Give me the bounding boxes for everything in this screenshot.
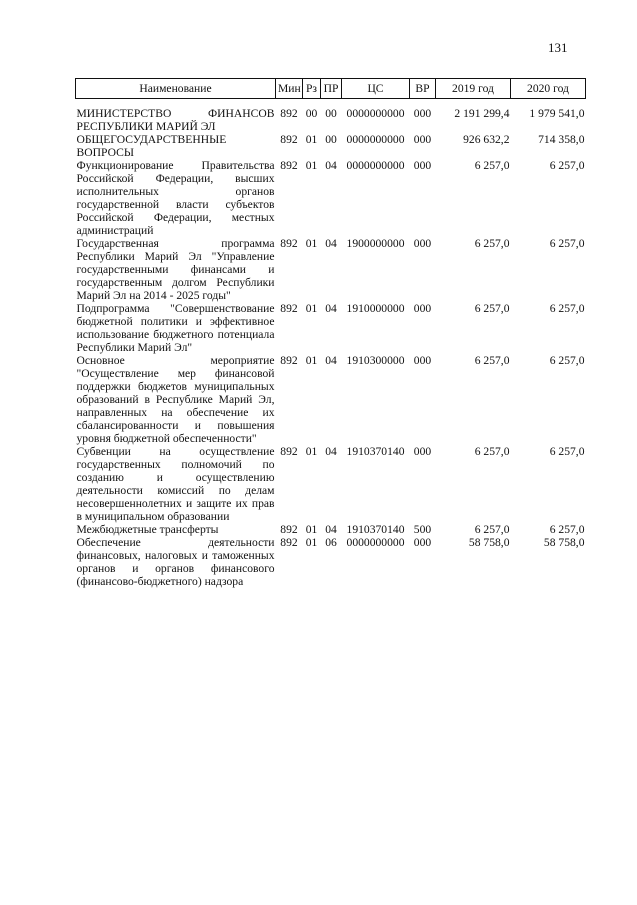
table-row	[76, 302, 586, 354]
row-rz: 01	[305, 523, 318, 536]
row-2020: 6 257,0	[549, 354, 585, 367]
row-pr: 04	[325, 445, 337, 458]
header-min: Мин	[276, 79, 303, 99]
row-min: 892	[280, 302, 298, 315]
row-min: 892	[280, 445, 298, 458]
row-2019: 6 257,0	[474, 302, 510, 315]
row-name: Межбюджетные трансферты	[76, 523, 219, 536]
row-pr: 04	[325, 159, 337, 172]
row-vr: 000	[413, 445, 432, 458]
row-cs: 0000000000	[346, 536, 405, 549]
row-min: 892	[280, 133, 298, 146]
row-2020: 1 979 541,0	[529, 107, 585, 120]
table-row	[76, 133, 586, 159]
row-cs: 0000000000	[346, 159, 405, 172]
row-name: Основное мероприятие "Осуществление мер финансовой поддержки бюджетов муниципальных образований в Республике Марий Эл, направленных на обеспечение их сбалансированности и повышения уровня бюджетной обеспеченности"	[76, 354, 275, 445]
budget-table	[75, 78, 586, 588]
row-min: 892	[280, 237, 298, 250]
row-rz: 00	[305, 107, 318, 120]
row-2019: 58 758,0	[468, 536, 510, 549]
row-cs: 1900000000	[346, 237, 405, 250]
row-cs: 1910000000	[346, 302, 405, 315]
row-vr: 500	[413, 523, 432, 536]
row-cs: 1910370140	[346, 445, 405, 458]
row-rz: 01	[305, 133, 318, 146]
row-2020: 6 257,0	[549, 237, 585, 250]
row-2019: 6 257,0	[474, 523, 510, 536]
row-2019: 6 257,0	[474, 237, 510, 250]
header-2019: 2019 год	[436, 79, 511, 99]
row-rz: 01	[305, 445, 318, 458]
header-2020: 2020 год	[511, 79, 586, 99]
row-2020: 6 257,0	[549, 445, 585, 458]
row-2020: 714 358,0	[538, 133, 585, 146]
table-row	[76, 354, 586, 445]
table-row	[76, 445, 586, 523]
row-rz: 01	[305, 536, 318, 549]
row-vr: 000	[413, 354, 432, 367]
row-rz: 01	[305, 354, 318, 367]
row-cs: 1910370140	[346, 523, 405, 536]
row-min: 892	[280, 354, 298, 367]
row-pr: 06	[325, 536, 337, 549]
row-cs: 1910300000	[346, 354, 405, 367]
row-cs: 0000000000	[346, 107, 405, 120]
row-2019: 6 257,0	[474, 445, 510, 458]
row-2020: 6 257,0	[549, 523, 585, 536]
row-pr: 00	[325, 107, 337, 120]
row-vr: 000	[413, 536, 432, 549]
row-name: Обеспечение деятельности финансовых, налоговых и таможенных органов и органов финансового (финансово-бюджетного) надзора	[76, 536, 275, 588]
row-min: 892	[280, 107, 298, 120]
header-cs: ЦС	[342, 79, 410, 99]
row-pr: 04	[325, 302, 337, 315]
row-pr: 04	[325, 354, 337, 367]
row-name: Функционирование Правительства Российской Федерации, высших исполнительных органов государственной власти субъектов Российской Федерации, местных администраций	[76, 159, 275, 237]
row-2019: 6 257,0	[474, 159, 510, 172]
table-header-row	[76, 79, 586, 99]
row-vr: 000	[413, 107, 432, 120]
row-2019: 6 257,0	[474, 354, 510, 367]
row-name: Государственная программа Республики Марий Эл "Управление государственными финансами и государственным долгом Республики Марий Эл на 2014 - 2025 годы"	[76, 237, 275, 302]
row-vr: 000	[413, 133, 432, 146]
row-name: ОБЩЕГОСУДАРСТВЕННЫЕ ВОПРОСЫ	[76, 133, 227, 159]
row-2020: 6 257,0	[549, 159, 585, 172]
row-pr: 04	[325, 523, 337, 536]
row-vr: 000	[413, 237, 432, 250]
row-2019: 2 191 299,4	[454, 107, 510, 120]
row-vr: 000	[413, 159, 432, 172]
header-rz: Рз	[303, 79, 321, 99]
row-2019: 926 632,2	[463, 133, 510, 146]
table-row	[76, 523, 586, 536]
row-rz: 01	[305, 237, 318, 250]
row-min: 892	[280, 536, 298, 549]
row-2020: 58 758,0	[543, 536, 585, 549]
row-2020: 6 257,0	[549, 302, 585, 315]
row-name: Субвенции на осуществление государственных полномочий по созданию и осуществлению деятельности комиссий по делам несовершеннолетних и защите их прав в муниципальном образовании	[76, 445, 275, 523]
table-row	[76, 99, 586, 134]
row-name: Подпрограмма "Совершенствование бюджетной политики и эффективное использование бюджетного потенциала Республики Марий Эл"	[76, 302, 275, 354]
row-pr: 04	[325, 237, 337, 250]
header-pr: ПР	[321, 79, 342, 99]
row-rz: 01	[305, 159, 318, 172]
header-vr: ВР	[410, 79, 436, 99]
page-number: 131	[548, 40, 568, 55]
row-rz: 01	[305, 302, 318, 315]
header-name: Наименование	[76, 79, 276, 99]
table-row	[76, 237, 586, 302]
row-vr: 000	[413, 302, 432, 315]
row-pr: 00	[325, 133, 337, 146]
table-row	[76, 536, 586, 588]
row-min: 892	[280, 159, 298, 172]
row-min: 892	[280, 523, 298, 536]
row-name: МИНИСТЕРСТВО ФИНАНСОВ РЕСПУБЛИКИ МАРИЙ ЭЛ	[76, 107, 275, 133]
row-cs: 0000000000	[346, 133, 405, 146]
table-row	[76, 159, 586, 237]
